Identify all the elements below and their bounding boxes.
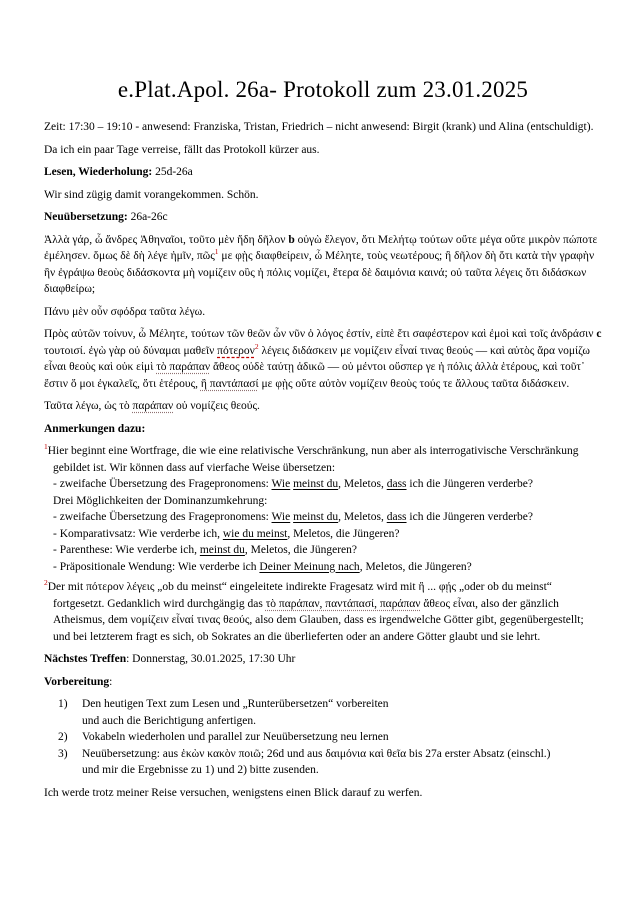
underlined-text: meinst du	[199, 544, 245, 556]
greek-paragraph-2	[44, 326, 602, 392]
underlined-text: Wie	[271, 478, 291, 490]
text-run: οὐ νομίζεις θεούς.	[173, 400, 260, 412]
text-run: 25d-26a	[152, 166, 193, 178]
intro-line	[44, 142, 602, 159]
underlined-text: Deiner Meinung nach	[259, 560, 360, 573]
bold-text: b	[288, 233, 295, 246]
text-run: - Präpositionale Wendung: Wie verderbe ich	[53, 560, 260, 573]
footnote-marker: 1	[44, 442, 48, 452]
footnote-marker: 2	[44, 578, 48, 588]
text-run: 26a-26c	[127, 211, 168, 223]
text-run: , Meletos,	[338, 511, 387, 523]
underlined-text: wie du meinst	[222, 527, 288, 540]
text-run: , Meletos, die Jüngeren?	[359, 560, 472, 573]
text-run: Ταῦτα λέγω, ὡς τὸ	[44, 400, 133, 412]
bold-text: Nächstes Treffen	[44, 653, 127, 665]
text-run: Πρὸς αὐτῶν τοίνυν, ὦ Μέλητε, τούτων τῶν θεῶν ὧν νῦν ὁ λόγος ἐστίν, εἰπὲ ἔτι σαφέστερον καὶ ἐμοὶ καὶ τοῖς ἀνδράσιν	[44, 328, 597, 340]
footnote-1-variant-zweifache-b	[53, 509, 602, 526]
text-run: , Meletos, die Jüngeren?	[287, 527, 400, 540]
text-run: - Parenthese: Wie verderbe ich,	[53, 544, 200, 556]
section-anmerkungen	[44, 421, 602, 438]
footnote-1-intro	[44, 443, 602, 476]
text-run: Wir sind zügig damit vorangekommen. Schön.	[44, 188, 259, 201]
footnote-marker: 1	[214, 247, 219, 257]
list-marker: 3)	[58, 747, 68, 760]
text-run: οὑγὼ ἔλεγον, ὅτι Μελήτῳ τούτων οὔτε μέγα οὔτε μικρὸν πώποτε ἐμέλησεν. ὅμως δὲ δὴ λέγε ἡμῖν, πῶς	[44, 233, 598, 262]
footnote-1-variant-komparativsatz	[53, 526, 602, 543]
text-run: Zeit: 17:30 – 19:10 - anwesend: Franziska, Tristan, Friedrich – nicht anwesend: Birgit (krank) und Alina (entschuldigt).	[44, 121, 594, 133]
text-run: με φῂς οὔτε αὐτὸν νομίζειν θεοὺς τούς τε ἄλλους ταῦτα διδάσκειν.	[258, 377, 570, 390]
text-run: Drei Möglichkeiten der Dominanzumkehrung:	[53, 494, 268, 507]
text-run: Den heutigen Text zum Lesen und „Runterübersetzen“ vorbereiten	[82, 698, 389, 710]
text-run: Πάνυ μὲν οὖν σφόδρα ταῦτα λέγω.	[44, 305, 206, 318]
text-run: Vokabeln wiederholen und parallel zur Neuübersetzung neu lernen	[82, 731, 389, 743]
underlined-text: dass	[386, 478, 407, 490]
greek-line-panu	[44, 304, 602, 321]
dotted-underlined-text: τὸ παράπαν, παντάπασί, παράπαν	[265, 597, 421, 610]
vorbereitung-item-3	[44, 746, 602, 779]
dashed-underlined-text: πότερον	[217, 344, 255, 357]
document-body	[44, 119, 602, 801]
footnote-1-variant-zweifache-a	[53, 476, 602, 493]
text-run: λέγεις διδάσκειν με νομίζειν εἶναί τινας θεούς — καὶ αὐτὸς ἄρα νομίζω εἶναι θεοὺς καὶ οὐκ εἰμὶ	[44, 344, 590, 373]
text-run: :	[109, 675, 113, 688]
footnote-1-variant-parenthese	[53, 542, 602, 559]
text-run: - zweifache Übersetzung des Fragepronomens:	[53, 478, 272, 490]
text-run: Neuübersetzung: aus ἑκὼν κακὸν ποιῶ; 26d und aus δαιμόνια καὶ θεῖα bis 27a erster Absatz (einschl.)	[82, 747, 551, 760]
list-item-text	[82, 746, 602, 779]
naechstes-treffen	[44, 651, 602, 668]
bold-text: Anmerkungen dazu:	[44, 422, 146, 435]
list-item-text	[82, 729, 602, 746]
section-lesen-wiederholung	[44, 164, 602, 181]
text-run: με φῂς διαφθείρειν, ὦ Μέλητε, τοὺς νεωτέρους; ἢ δῆλον δὴ ὅτι κατὰ τὴν γραφὴν ἣν ἐγράψω θεοὺς διδάσκοντα μὴ νομίζειν οὓς ἡ πόλις νομίζει, ἕτερα δὲ δαιμόνια καινά; οὐ ταῦτα λέγεις ὅτι διδάσκων διαφθείρω;	[44, 250, 595, 295]
text-run: ich die Jüngeren verderbe?	[406, 478, 533, 490]
text-run: Da ich ein paar Tage verreise, fällt das Protokoll kürzer aus.	[44, 143, 320, 156]
closing-line	[44, 785, 602, 802]
text-run: ἄθεος οὐδὲ ταύτῃ ἀδικῶ — οὐ μέντοι οὕσπερ γε ἡ πόλις ἀλλὰ ἑτέρους, καὶ τοῦτ᾽ ἔστιν ὅ μοι ἐγκαλεῖς, ὅτι ἑτέρους,	[44, 361, 585, 390]
bold-text: Vorbereitung	[44, 675, 110, 688]
underlined-text: meinst du	[293, 511, 339, 523]
underlined-text: meinst du	[293, 478, 339, 490]
text-run: , Meletos, die Jüngeren?	[244, 544, 357, 556]
bold-text: Neuübersetzung:	[44, 211, 128, 223]
footnote-marker: 2	[254, 341, 259, 351]
text-run: Ich werde trotz meiner Reise versuchen, wenigstens einen Blick darauf zu werfen.	[44, 786, 423, 799]
text-run: τουτοισί. ἐγὼ γὰρ οὐ δύναμαι μαθεῖν	[44, 344, 218, 357]
text-run: und auch die Berichtigung anfertigen.	[82, 714, 257, 727]
comment-lesen	[44, 187, 602, 204]
text-run: ich die Jüngeren verderbe?	[406, 511, 533, 523]
vorbereitung-item-1	[44, 696, 602, 729]
footnote-1-dominanz-heading	[53, 493, 602, 510]
text-run: - zweifache Übersetzung des Fragepronomens:	[53, 511, 272, 523]
vorbereitung-item-2	[44, 729, 602, 746]
text-run: Hier beginnt eine Wortfrage, die wie eine relativische Verschränkung, nun aber als interrogativische Verschränkung gebildet ist. Wir können dass auf vierfache Weise übersetzen:	[47, 445, 579, 474]
bold-text: c	[596, 328, 602, 340]
section-neuuebersetzung	[44, 209, 602, 226]
list-marker: 1)	[58, 698, 68, 710]
page-title: e.Plat.Apol. 26a- Protokoll zum 23.01.2025	[117, 77, 529, 102]
text-run: Der mit πότερον λέγεις „ob du meinst“ eingeleitete indirekte Fragesatz wird mit ἢ ... φῄς „oder ob du meinst“ fortgesetzt. Gedanklich wird durchgängig das	[47, 581, 552, 610]
text-run: ἄθεος εἶναι, also der gänzlich Atheismus, dem νομίζειν εἶναί τινας θεούς, also dem Glauben, dass es irgendwelche Götter gibt, gegenübergestellt; und bei letzterem fragt es sich, ob Sokrates an die überlieferten oder an andere Götter glaubt und sie lehrt.	[53, 597, 584, 643]
dotted-underlined-text: ἢ παντάπασί	[200, 377, 259, 390]
text-run: , Meletos,	[338, 478, 387, 490]
footnote-2	[44, 579, 602, 645]
dotted-underlined-text: τὸ παράπαν	[156, 361, 211, 373]
meta-line	[44, 119, 602, 136]
dotted-underlined-text: παράπαν	[132, 400, 174, 412]
greek-paragraph-1	[44, 232, 602, 298]
bold-text: Lesen, Wiederholung:	[44, 166, 153, 178]
underlined-text: Wie	[271, 511, 291, 523]
text-run: und mir die Ergebnisse zu 1) und 2) bitte zusenden.	[82, 764, 319, 776]
underlined-text: dass	[386, 511, 407, 523]
text-run: Ἀλλὰ γάρ, ὦ ἄνδρες Ἀθηναῖοι, τοῦτο μὲν ἤδη δῆλον	[44, 233, 289, 246]
text-run: : Donnerstag, 30.01.2025, 17:30 Uhr	[126, 653, 296, 665]
greek-line-tauta	[44, 398, 602, 415]
list-item-text	[82, 696, 602, 729]
footnote-1-variant-praepositional	[53, 559, 602, 576]
text-run: - Komparativsatz: Wie verderbe ich,	[53, 527, 223, 540]
section-vorbereitung	[44, 674, 602, 691]
list-marker: 2)	[58, 731, 68, 743]
